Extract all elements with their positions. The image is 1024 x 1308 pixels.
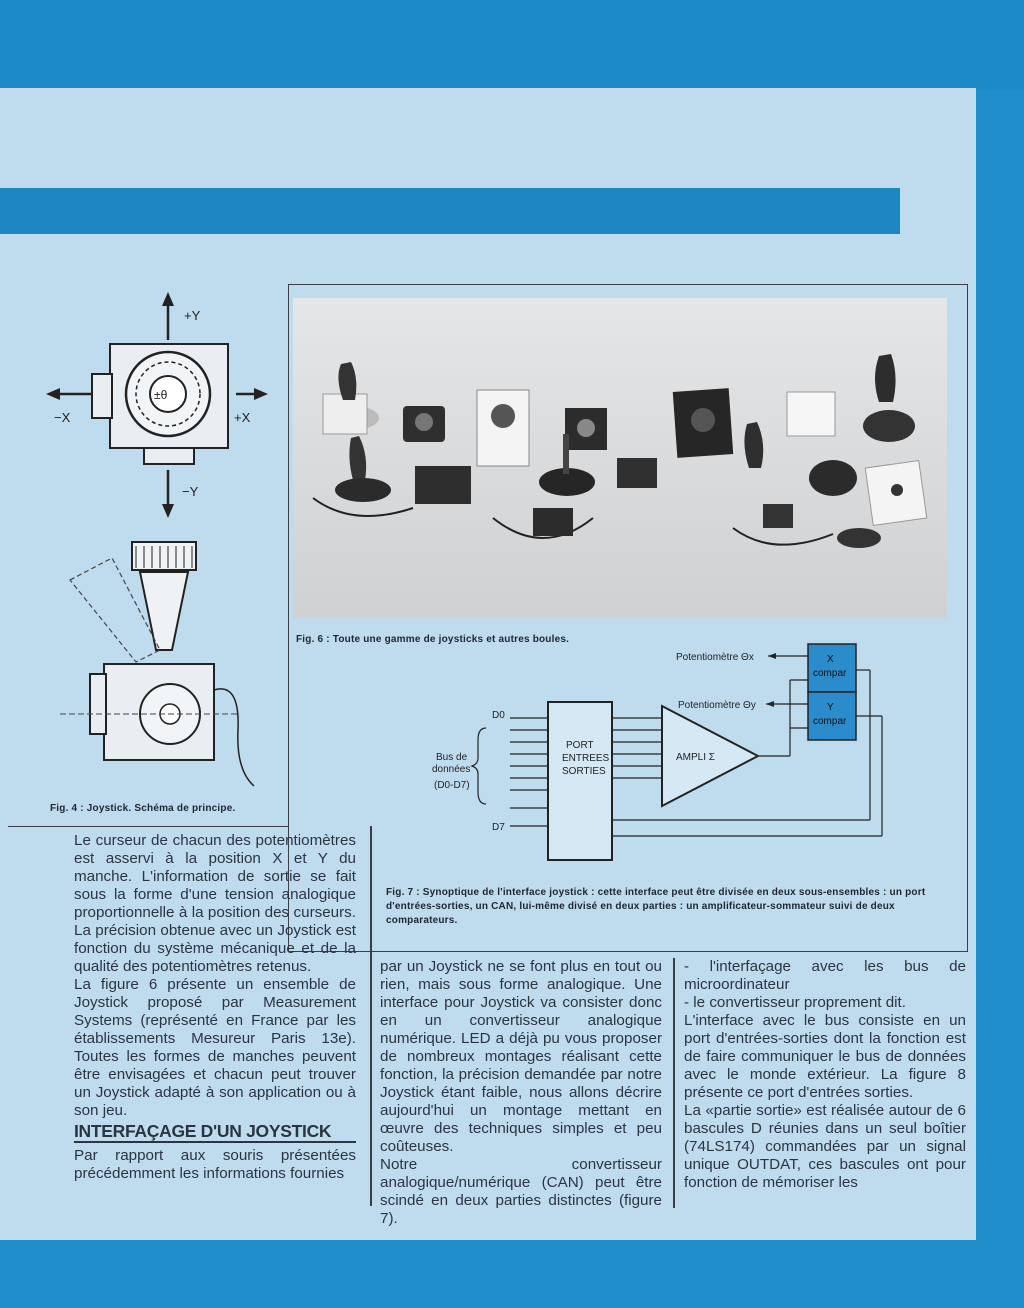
label-x-compar-2: compar (813, 668, 847, 679)
joysticks-photo-illustration (293, 298, 947, 618)
section-heading: INTERFAÇAGE D'UN JOYSTICK (74, 1122, 356, 1143)
fig6-photo (293, 298, 947, 618)
column-rule-left (370, 826, 372, 1206)
label-pot-x: Potentiomètre Θx (676, 652, 754, 663)
label-d7: D7 (492, 822, 505, 833)
label-y-compar-2: compar (813, 716, 847, 727)
label-port-1: PORT (566, 740, 594, 751)
label-plus-x: +X (234, 410, 251, 425)
label-x-compar-1: X (827, 654, 834, 665)
label-pot-y: Potentiomètre Θy (678, 700, 756, 711)
column-rule-right (673, 958, 675, 1208)
label-minus-x: −X (54, 410, 71, 425)
col3-paragraph-1: - l'interfaçage avec les bus de microordinateur (684, 958, 966, 993)
label-minus-y: −Y (182, 484, 199, 499)
title-bar (0, 188, 900, 234)
col1-paragraph-1: Le curseur de chacun des potentiomètres est asservi à la position X et Y du manche. L'information de sortie se fait sous la forme d'une tension analogique proportionnelle à la position des curseurs. La précision obtenue avec un Joystick est fonction du système mécanique et de la qualité des potentiomètres retenus. (74, 832, 356, 975)
col1-paragraph-2: La figure 6 présente un ensemble de Joystick proposé par Measurement Systems (représenté en France par les établissements Mesureur Paris 13e). Toutes les formes de manches peuvent être envisagées et chacun peut trouver un Joystick adapté à son application ou à son jeu. (74, 976, 356, 1119)
col3-paragraph-2: - le convertisseur proprement dit. (684, 994, 906, 1011)
fig7-caption: Fig. 7 : Synoptique de l'interface joystick : cette interface peut être divisée en deux sous-ensembles : un port d'entrées-sorties, un CAN, lui-même divisé en deux parties : un amplificateur-sommateur suivi de deux comparateurs. (386, 887, 926, 926)
label-plus-y: +Y (184, 308, 201, 323)
col3-paragraph-4: La «partie sortie» est réalisée autour de 6 bascules D réunies dans un seul boîtier (74LS174) commandées par un signal unique OUTDAT, ces bascules ont pour fonction de mémoriser les (684, 1102, 966, 1191)
col2-paragraph-2: Notre convertisseur analogique/numérique (CAN) peut être scindé en deux parties distinctes (figure 7). (380, 1156, 662, 1227)
label-d0: D0 (492, 710, 505, 721)
col2-paragraph-1: par un Joystick ne se font plus en tout ou rien, mais sous forme analogique. Une interface pour Joystick va consister donc en un convertisseur analogique numérique. LED a déjà pu vous proposer de nombreux montages réalisant cette fonction, la précision demandée par notre Joystick étant faible, nous allons décrire aujourd'hui un montage mettant en œuvre des techniques simples et peu coûteuses. (380, 958, 662, 1155)
fig4-caption: Fig. 4 : Joystick. Schéma de principe. (50, 803, 236, 814)
label-port-2: ENTREES (562, 753, 610, 764)
article-column-1 (74, 832, 356, 1183)
article-column-2 (380, 958, 662, 1228)
label-bus-2: données (432, 764, 471, 775)
label-theta: ±θ (154, 388, 168, 402)
fig4-joystick-schematic (40, 290, 270, 790)
col1-paragraph-3: Par rapport aux souris présentées précédemment les informations fournies (74, 1147, 356, 1182)
top-blue-band (0, 0, 1024, 90)
label-ampli: AMPLI Σ (676, 752, 715, 763)
label-bus-1: Bus de (436, 752, 468, 763)
fig6-caption: Fig. 6 : Toute une gamme de joysticks et autres boules. (296, 634, 570, 645)
article-column-3 (684, 958, 966, 1192)
col3-paragraph-3: L'interface avec le bus consiste en un port d'entrées-sorties dont la fonction est de faire communiquer le bus de données avec le monde extérieur. La figure 8 présente ce port d'entrées sorties. (684, 1012, 966, 1101)
fig7-synoptic-diagram (420, 640, 890, 870)
label-bus-3: (D0-D7) (434, 780, 470, 791)
label-port-3: SORTIES (562, 766, 606, 777)
label-y-compar-1: Y (827, 702, 834, 713)
